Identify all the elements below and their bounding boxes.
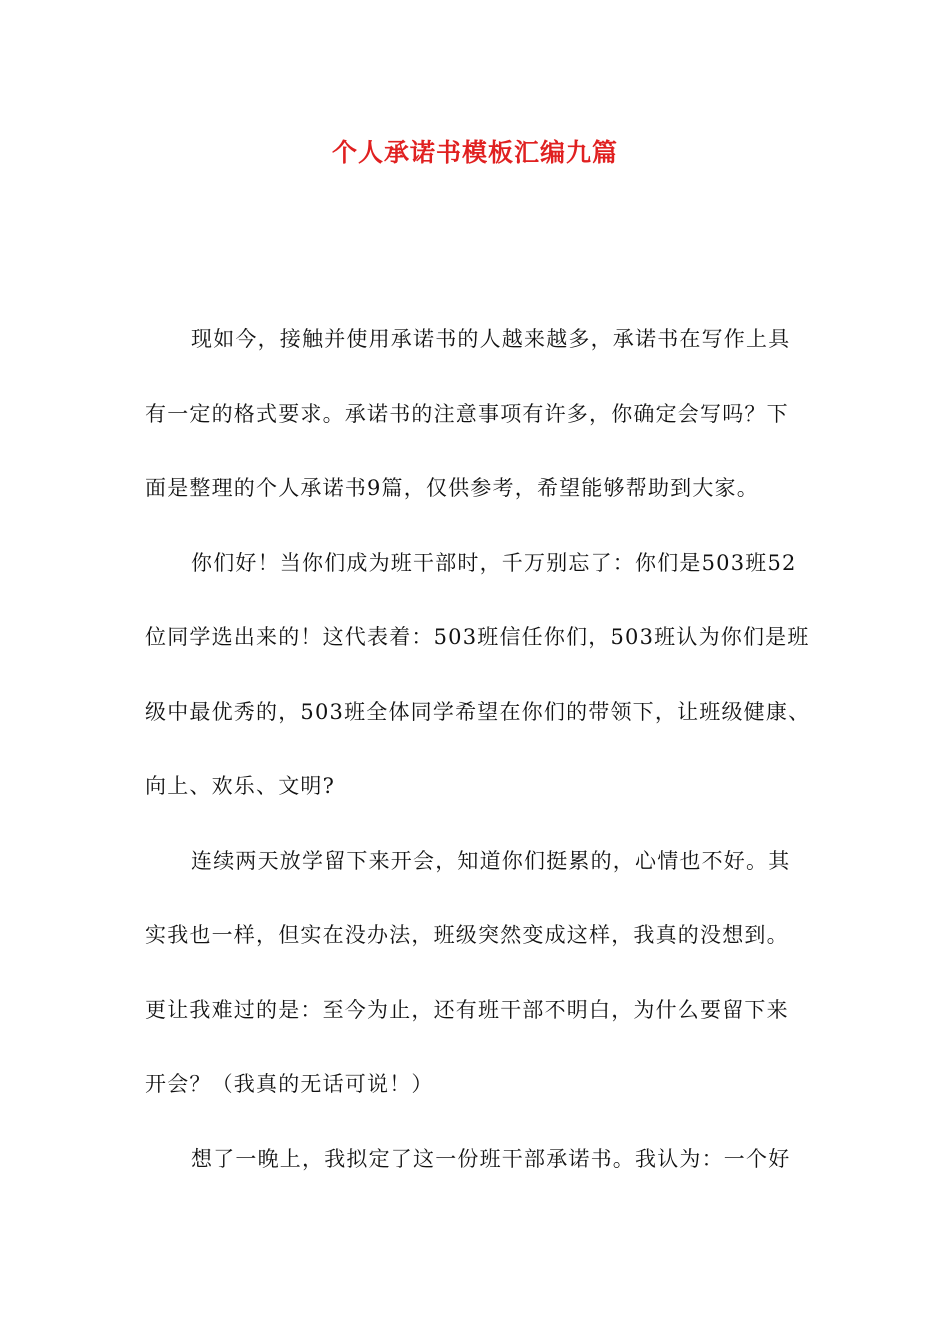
paragraph-3-line-3: 更让我难过的是：至今为止，还有班干部不明白，为什么要留下来 — [145, 997, 789, 1022]
paragraph-2-line-1: 你们好！当你们成为班干部时，千万别忘了：你们是503班52 — [191, 550, 797, 575]
paragraph-2-line-2: 位同学选出来的！这代表着：503班信任你们，503班认为你们是班 — [145, 625, 810, 649]
paragraph-3-line-2: 实我也一样，但实在没办法，班级突然变成这样，我真的没想到。 — [145, 923, 789, 947]
document-body — [145, 318, 835, 1212]
paragraph-3-line-1: 连续两天放学留下来开会，知道你们挺累的，心情也不好。其 — [191, 848, 791, 873]
paragraph-2-line-3: 级中最优秀的，503班全体同学希望在你们的带领下，让班级健康、 — [145, 699, 811, 724]
paragraph-1-line-2: 有一定的格式要求。承诺书的注意事项有许多，你确定会写吗？下 — [145, 401, 789, 426]
paragraph-1-line-3: 面是整理的个人承诺书9篇，仅供参考，希望能够帮助到大家。 — [145, 476, 759, 500]
document-title: 个人承诺书模板汇编九篇 — [331, 138, 618, 167]
paragraph-1-line-1: 现如今，接触并使用承诺书的人越来越多，承诺书在写作上具 — [191, 327, 791, 351]
paragraph-3-line-4: 开会？（我真的无话可说！） — [145, 1072, 434, 1096]
paragraph-4-line-1: 想了一晚上，我拟定了这一份班干部承诺书。我认为：一个好 — [191, 1146, 791, 1171]
paragraph-2-line-4: 向上、欢乐、文明? — [145, 774, 336, 798]
